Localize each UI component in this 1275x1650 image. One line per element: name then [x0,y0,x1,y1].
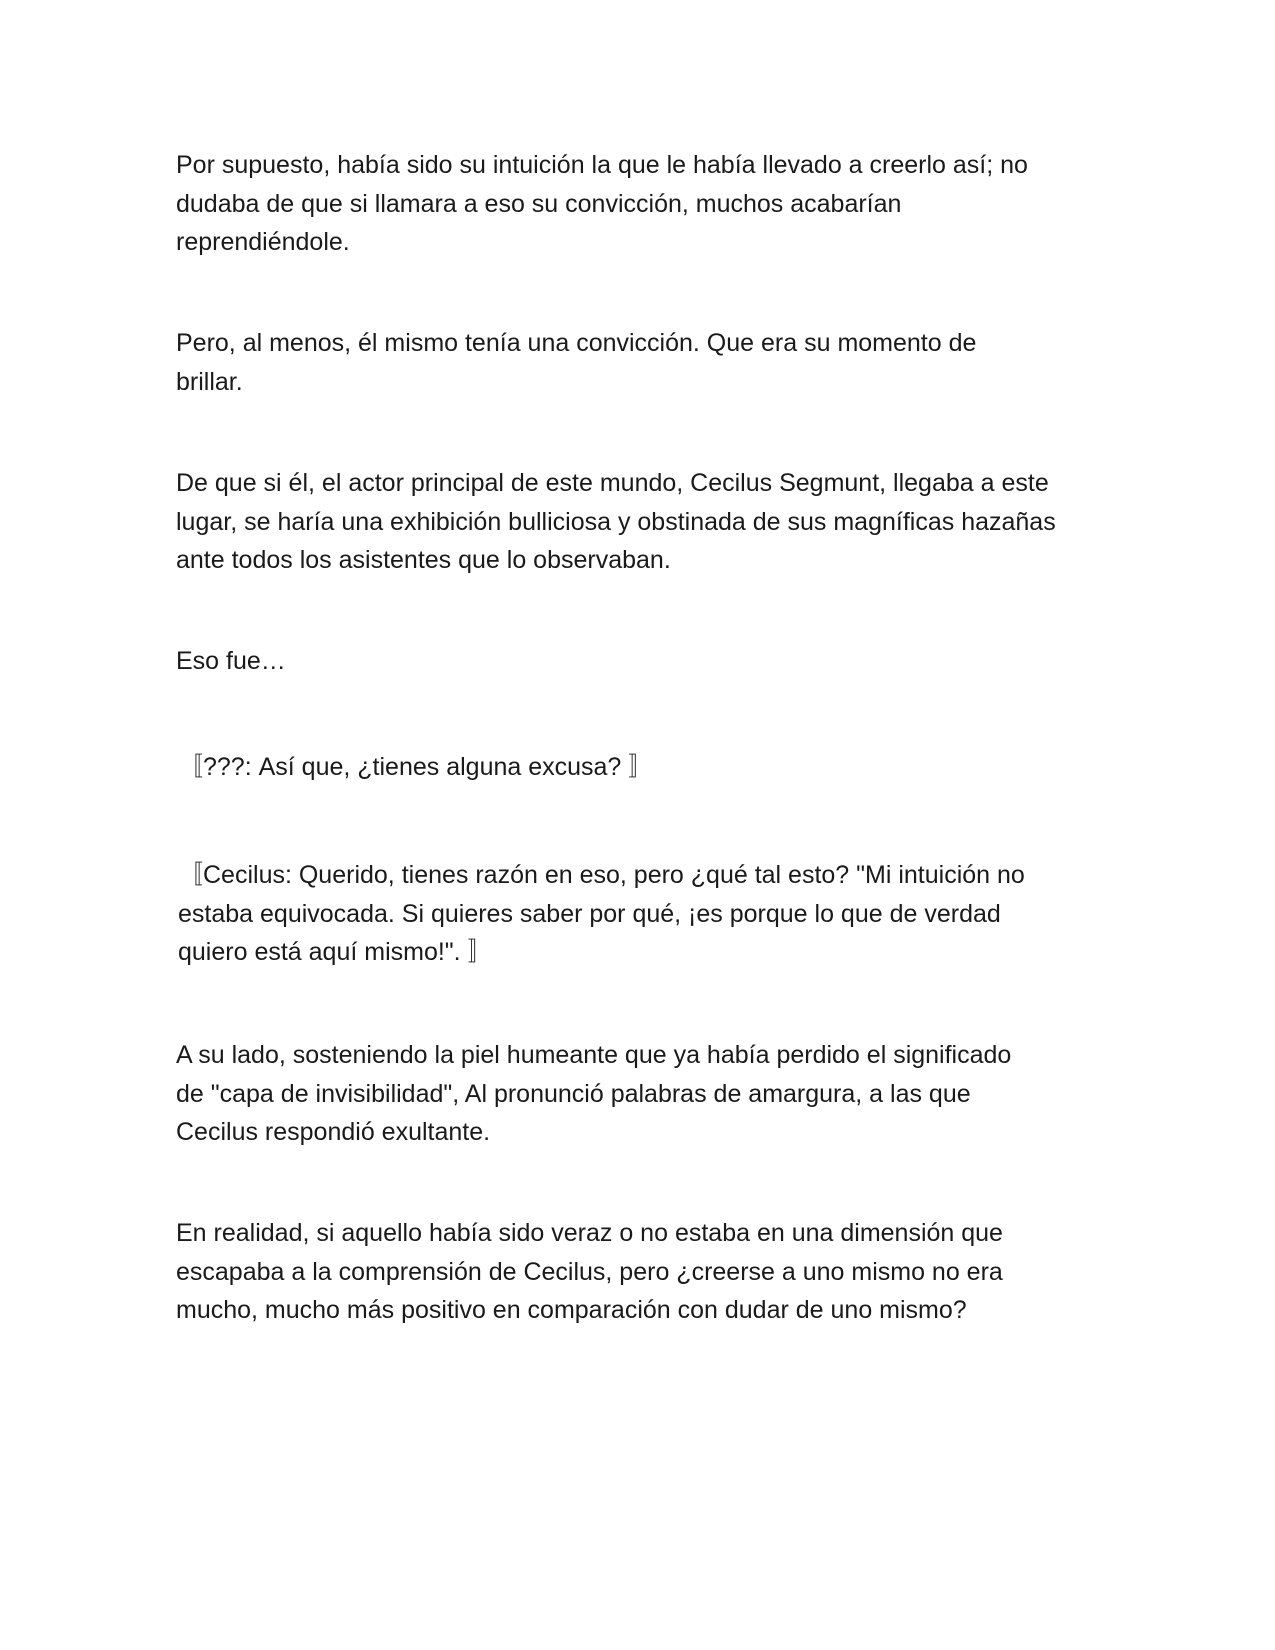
text-line: lugar, se haría una exhibición bulliciosa y obstinada de sus magníficas hazañas [176,507,1056,536]
text-line: estaba equivocada. Si quieres saber por qué, ¡es porque lo que de verdad [178,899,1001,928]
text-line: ante todos los asistentes que lo observaban. [176,546,671,574]
text-line: mucho, mucho más positivo en comparación con dudar de uno mismo? [176,1296,967,1324]
paragraph-in-reality [176,1214,1106,1330]
text-line: de "capa de invisibilidad", Al pronunció palabras de amargura, a las que [176,1079,971,1108]
text-line: Cecilus respondió exultante. [176,1118,491,1146]
paragraph-al-response [176,1036,1106,1152]
text-line: Por supuesto, había sido su intuición la que le había llevado a creerlo así; no [176,151,1028,179]
text-line: 〚???: Así que, ¿tienes alguna excusa? 〛 [178,753,654,781]
text-line: brillar. [176,367,243,396]
text-line: A su lado, sosteniendo la piel humeante que ya había perdido el significado [176,1041,1012,1069]
dialogue-cecilus [178,856,1108,972]
text-line: escapaba a la comprensión de Cecilus, pero ¿creerse a uno mismo no era [176,1257,1003,1286]
paragraph-intuition [176,146,1106,262]
text-line: 〚Cecilus: Querido, tienes razón en eso, pero ¿qué tal esto? "Mi intuición no [178,861,1025,889]
text-line: De que si él, el actor principal de este mundo, Cecilus Segmunt, llegaba a este [176,469,1049,497]
paragraph-main-actor [176,464,1106,580]
paragraph-eso-fue [176,642,1106,681]
text-line: reprendiéndole. [176,228,350,256]
text-line: dudaba de que si llamara a eso su convicción, muchos acabarían [176,189,902,218]
text-line: quiero está aquí mismo!". 〛 [178,938,493,966]
text-line: Pero, al menos, él mismo tenía una convicción. Que era su momento de [176,329,977,357]
text-line: En realidad, si aquello había sido veraz o no estaba en una dimensión que [176,1219,1003,1247]
paragraph-conviction [176,324,1106,401]
dialogue-unknown [178,748,1108,787]
text-line: Eso fue… [176,647,286,675]
